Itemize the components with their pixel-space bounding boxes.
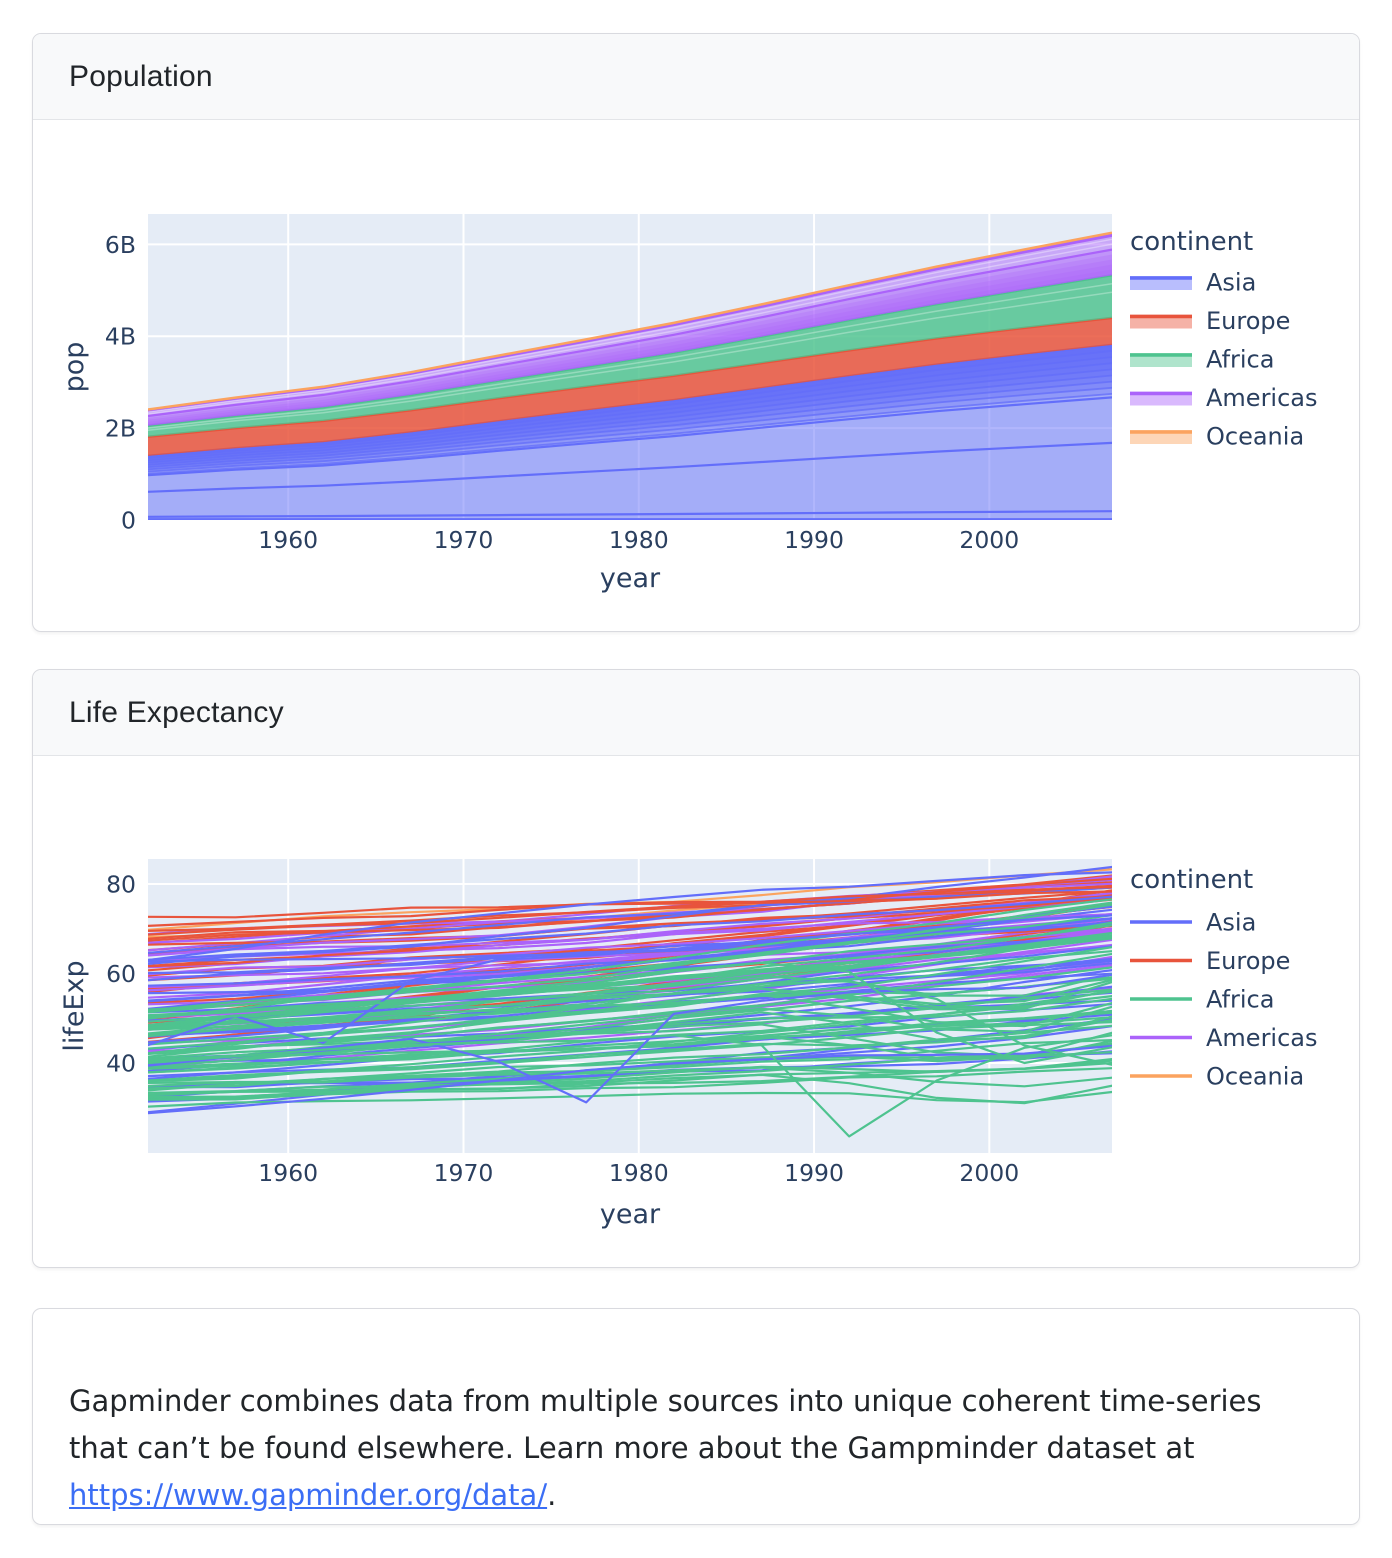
svg-text:Africa: Africa	[1206, 345, 1275, 374]
legend-item-africa[interactable]	[1130, 986, 1274, 1014]
x-axis-title: year	[599, 1199, 661, 1230]
svg-text:Europe: Europe	[1206, 947, 1291, 976]
x-axis-title: year	[599, 563, 661, 594]
svg-text:Americas: Americas	[1206, 1024, 1318, 1053]
svg-text:Asia: Asia	[1206, 908, 1257, 937]
legend-item-europe[interactable]	[1130, 307, 1290, 335]
svg-text:Europe: Europe	[1206, 307, 1291, 336]
svg-text:4B: 4B	[104, 322, 136, 351]
svg-text:1960: 1960	[258, 1159, 319, 1187]
svg-text:1980: 1980	[608, 526, 669, 554]
legend-title: continent	[1130, 227, 1254, 257]
legend-item-europe[interactable]	[1130, 947, 1290, 975]
svg-text:2000: 2000	[959, 1159, 1020, 1187]
svg-text:Africa: Africa	[1206, 985, 1275, 1014]
life-expectancy-line-chart[interactable]	[33, 756, 1359, 1268]
life-expectancy-chart[interactable]	[33, 756, 1359, 1268]
svg-text:80: 80	[106, 870, 136, 899]
population-chart[interactable]	[33, 120, 1359, 632]
svg-text:1980: 1980	[608, 1159, 669, 1187]
svg-text:Asia: Asia	[1206, 268, 1257, 297]
legend	[1130, 227, 1318, 451]
y-axis-title: lifeExp	[59, 960, 90, 1052]
svg-text:2000: 2000	[959, 526, 1020, 554]
svg-text:Americas: Americas	[1206, 384, 1318, 413]
legend-title: continent	[1130, 865, 1254, 895]
svg-text:1990: 1990	[784, 1159, 844, 1187]
legend-item-oceania[interactable]	[1130, 423, 1304, 451]
description-text-after-link: .	[547, 1478, 557, 1512]
life-expectancy-card-header	[33, 670, 1359, 756]
legend-item-oceania[interactable]	[1130, 1063, 1304, 1091]
description-text	[33, 1338, 1359, 1519]
svg-text:6B: 6B	[104, 230, 136, 259]
y-axis-title: pop	[59, 341, 90, 393]
legend-item-americas[interactable]	[1130, 384, 1318, 412]
svg-text:2B: 2B	[104, 414, 136, 443]
description-text-before-link: Gapminder combines data from multiple sources into unique coherent time-series that can’t be found elsewhere. Learn more about the Gampminder dataset at	[69, 1384, 1262, 1465]
population-card-header	[33, 34, 1359, 120]
svg-text:Oceania: Oceania	[1206, 1062, 1305, 1091]
legend	[1130, 865, 1318, 1091]
description-card	[32, 1308, 1360, 1525]
population-area-chart[interactable]	[33, 120, 1359, 632]
svg-text:60: 60	[106, 959, 136, 988]
legend-item-africa[interactable]	[1130, 346, 1274, 374]
population-card	[32, 33, 1360, 632]
svg-text:1990: 1990	[784, 526, 844, 554]
svg-text:40: 40	[106, 1049, 136, 1078]
gapminder-link[interactable]: https://www.gapminder.org/data/	[69, 1478, 548, 1512]
svg-text:1970: 1970	[433, 1159, 494, 1187]
legend-item-americas[interactable]	[1130, 1024, 1318, 1052]
svg-text:1960: 1960	[258, 526, 319, 554]
svg-text:0: 0	[121, 506, 136, 535]
legend-item-asia[interactable]	[1130, 269, 1256, 297]
svg-text:Oceania: Oceania	[1206, 422, 1305, 451]
svg-text:1970: 1970	[433, 526, 494, 554]
population-card-title: Population	[69, 59, 213, 93]
life-expectancy-card	[32, 669, 1360, 1268]
life-expectancy-card-title: Life Expectancy	[69, 695, 284, 729]
legend-item-asia[interactable]	[1130, 909, 1256, 937]
